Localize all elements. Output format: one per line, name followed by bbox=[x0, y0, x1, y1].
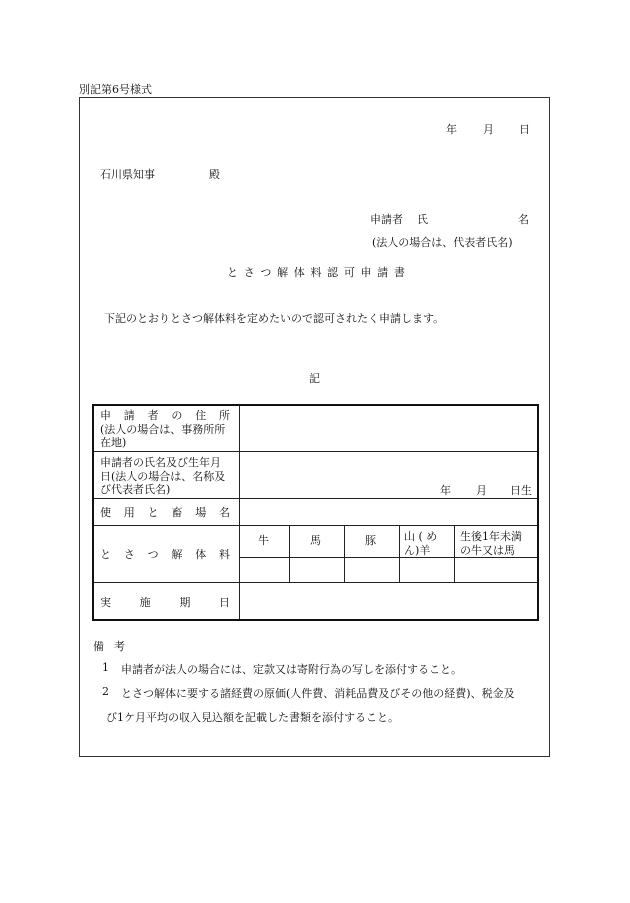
title-char: 体 bbox=[293, 266, 305, 279]
calf-line: の牛又は馬 bbox=[460, 543, 515, 557]
name-label-line: 日(法人の場合は、名称及 bbox=[100, 469, 226, 483]
fee-col-divider bbox=[454, 525, 455, 582]
name-label-line: び代表者氏名) bbox=[100, 483, 171, 496]
remark-1-text: 申請者が法人の場合には、定款又は寄附行為の写しを添付すること。 bbox=[121, 663, 462, 676]
goat-line: ん)羊 bbox=[404, 543, 431, 557]
title-char: 料 bbox=[310, 266, 322, 279]
row-divider bbox=[94, 582, 537, 583]
title-char: と bbox=[227, 266, 238, 279]
applicant-note: (法人の場合は、代表者氏名) bbox=[372, 236, 513, 249]
applicant-name-char-1: 氏 bbox=[417, 213, 428, 226]
label-char: 料 bbox=[218, 548, 230, 561]
label-char: 施 bbox=[139, 596, 151, 609]
label-char: 名 bbox=[218, 506, 230, 519]
title-char: 認 bbox=[327, 266, 339, 279]
label-char: つ bbox=[147, 548, 159, 561]
remark-2-number: 2 bbox=[102, 685, 109, 698]
address-label-note: (法人の場合は、事務所所 bbox=[100, 422, 226, 436]
remark-2-text-line-1: とさつ解体に要する諸経費の原価(人件費、消耗品費及びその他の経費)、税金及 bbox=[121, 687, 515, 700]
ki-label: 記 bbox=[309, 372, 320, 385]
label-char: 者 bbox=[147, 409, 159, 422]
addressee-honorific: 殿 bbox=[209, 168, 220, 181]
application-table bbox=[92, 404, 539, 621]
remark-2-text-line-2: び1ケ月平均の収入見込額を記載した書類を添付すること。 bbox=[106, 711, 399, 724]
fee-col-divider bbox=[289, 525, 290, 582]
fee-row-divider bbox=[239, 557, 537, 558]
birth-month-label: 月 bbox=[476, 484, 487, 497]
label-char: と bbox=[147, 506, 159, 519]
row-divider bbox=[94, 498, 537, 499]
remark-1-number: 1 bbox=[102, 661, 109, 674]
date-day-label: 日 bbox=[519, 123, 530, 136]
label-char: 場 bbox=[195, 506, 207, 519]
name-label bbox=[100, 456, 225, 497]
label-char: 体 bbox=[195, 548, 207, 561]
title-char: 申 bbox=[360, 266, 372, 279]
birth-year-label: 年 bbox=[440, 484, 451, 497]
calf-line: 生後1年未満 bbox=[460, 530, 522, 543]
remarks-title-char: 考 bbox=[114, 640, 125, 653]
address-label bbox=[100, 409, 230, 450]
period-label bbox=[100, 596, 230, 610]
title-char: 可 bbox=[343, 266, 355, 279]
label-char: と bbox=[100, 548, 111, 561]
label-char: 請 bbox=[123, 409, 135, 422]
name-label-line: 申請者の氏名及び生年月 bbox=[100, 456, 221, 469]
label-char: 実 bbox=[100, 596, 111, 609]
label-char: 期 bbox=[179, 596, 191, 609]
label-char: の bbox=[171, 409, 183, 422]
label-char: 用 bbox=[123, 506, 135, 519]
title-char: さ bbox=[243, 266, 255, 279]
label-char: 使 bbox=[100, 506, 111, 519]
remarks-title bbox=[93, 638, 125, 654]
title-char: 解 bbox=[277, 266, 289, 279]
label-char: 日 bbox=[218, 596, 230, 609]
label-column-divider bbox=[239, 406, 240, 619]
label-char: 申 bbox=[100, 409, 111, 422]
label-char: 畜 bbox=[171, 506, 183, 519]
birth-day-label: 日生 bbox=[510, 484, 532, 497]
title-char: つ bbox=[260, 266, 272, 279]
applicant-label: 申請者 bbox=[370, 213, 403, 226]
applicant-name-char-2: 名 bbox=[518, 213, 529, 226]
remarks-title-char: 備 bbox=[93, 640, 104, 653]
title-char: 書 bbox=[393, 266, 405, 279]
title-char: 請 bbox=[377, 266, 389, 279]
label-char: 住 bbox=[195, 409, 207, 422]
form-title bbox=[227, 264, 405, 280]
date-year-label: 年 bbox=[446, 123, 457, 136]
fee-col-divider bbox=[399, 525, 400, 582]
address-label-note: 在地) bbox=[100, 436, 127, 449]
label-char: 解 bbox=[171, 548, 183, 561]
label-char: さ bbox=[123, 548, 135, 561]
animal-cattle: 牛 bbox=[258, 534, 269, 547]
fee-col-divider bbox=[344, 525, 345, 582]
fee-label bbox=[100, 548, 230, 562]
date-month-label: 月 bbox=[483, 123, 494, 136]
row-divider bbox=[94, 451, 537, 452]
label-char: 所 bbox=[218, 409, 230, 422]
animal-pig: 豚 bbox=[365, 534, 376, 547]
goat-line: 山 ( め bbox=[404, 530, 438, 543]
animal-goat-sheep bbox=[404, 530, 437, 557]
addressee-name: 石川県知事 bbox=[100, 168, 155, 181]
row-divider bbox=[94, 525, 537, 526]
animal-horse: 馬 bbox=[310, 534, 321, 547]
form-id: 別記第6号様式 bbox=[79, 83, 152, 96]
facility-label bbox=[100, 506, 230, 520]
animal-calf-foal bbox=[460, 530, 522, 557]
body-text: 下記のとおりとさつ解体料を定めたいので認可されたく申請します。 bbox=[104, 312, 445, 325]
